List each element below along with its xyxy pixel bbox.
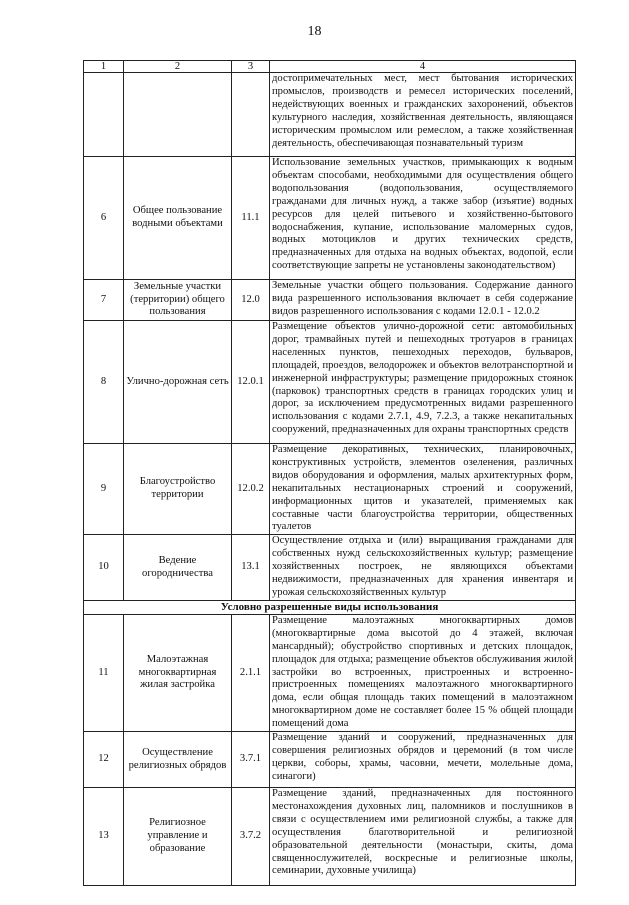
row-description: Размещение объектов улично-дорожной сети: автомобильных дорог, трамвайных путей и пешеходных тротуаров в границах населенных пунктов, пешеходных переходов, бульваров, площадей, проездов, велодорожек и объектов велотранспортной и инженерной инфраструктуры; размещение придорожных стоянок (парковок) транспортных средств в границах городских улиц и дорог, за исключением предусмотренных видами разрешенного использования с кодами 2.7.1, 4.9, 7.2.3, а также некапитальных сооружений, предназначенных для охраны транспортных средств [270, 321, 576, 444]
page-number: 18 [307, 24, 322, 39]
table-row [84, 444, 576, 535]
row-name [124, 73, 232, 157]
table-row [84, 73, 576, 157]
row-number: 6 [84, 157, 124, 280]
row-number [84, 73, 124, 157]
row-description: Размещение малоэтажных многоквартирных домов (многоквартирные дома высотой до 4 этажей, включая мансардный); обустройство спортивных и детских площадок, площадок для отдыха; размещение объектов обслуживания жилой застройки во встроенных, пристроенных и встроенно-пристроенных помещениях малоэтажного многоквартирного дома, если общая площадь таких помещений в малоэтажном многоквартирном доме не составляет более 15 % общей площади помещений дома [270, 614, 576, 731]
row-name: Общее пользование водными объектами [124, 157, 232, 280]
row-number: 7 [84, 280, 124, 321]
table-row [84, 614, 576, 731]
row-number: 10 [84, 535, 124, 601]
table-row [84, 732, 576, 788]
table-row [84, 157, 576, 280]
row-code: 12.0 [232, 280, 270, 321]
row-code: 13.1 [232, 535, 270, 601]
row-code: 3.7.1 [232, 732, 270, 788]
row-code: 2.1.1 [232, 614, 270, 731]
section-title: Условно разрешенные виды использования [84, 600, 576, 614]
row-code: 12.0.2 [232, 444, 270, 535]
table-header-row [84, 61, 576, 73]
row-code [232, 73, 270, 157]
row-description: Земельные участки общего пользования. Содержание данного вида разрешенного использования включает в себя содержание видов разрешенного использования с кодами 12.0.1 - 12.0.2 [270, 280, 576, 321]
row-name: Земельные участки (территории) общего пользования [124, 280, 232, 321]
header-col-1: 1 [84, 61, 124, 73]
row-code: 3.7.2 [232, 788, 270, 886]
section-header-row [84, 600, 576, 614]
land-use-table [83, 60, 576, 886]
table-row [84, 535, 576, 601]
row-description: Размещение декоративных, технических, планировочных, конструктивных устройств, элементов озеленения, различных видов оборудования и оформления, малых архитектурных форм, некапитальных нестационарных строений и сооружений, информационных щитов и указателей, применяемых как составные части благоустройства территории, общественных туалетов [270, 444, 576, 535]
row-name: Религиозное управление и образование [124, 788, 232, 886]
row-description: Использование земельных участков, примыкающих к водным объектам способами, необходимыми для осуществления общего водопользования (водопользования, осуществляемого гражданами для личных нужд, а также забор (изъятие) водных ресурсов для целей питьевого и хозяйственно-бытового водоснабжения, купание, использование маломерных судов, водных мотоциклов и других технических средств, предназначенных для отдыха на водных объектах, водопой, если соответствующие запреты не установлены законодательством) [270, 157, 576, 280]
row-description: достопримечательных мест, мест бытования исторических промыслов, производств и ремесел исторических поселений, недействующих военных и гражданских захоронений, объектов культурного наследия, хозяйственная деятельность, являющаяся историческим промыслом или ремеслом, а также хозяйственная деятельность, обеспечивающая познавательный туризм [270, 73, 576, 157]
row-number: 8 [84, 321, 124, 444]
row-code: 12.0.1 [232, 321, 270, 444]
header-col-4: 4 [270, 61, 576, 73]
row-number: 11 [84, 614, 124, 731]
row-name: Улично-дорожная сеть [124, 321, 232, 444]
row-number: 9 [84, 444, 124, 535]
row-number: 13 [84, 788, 124, 886]
row-description: Размещение зданий, предназначенных для постоянного местонахождения духовных лиц, паломников и послушников в связи с осуществлением ими религиозной службы, а также для осуществления благотворительной и религиозной образовательной деятельности (монастыри, скиты, дома священнослужителей, воскресные и религиозные школы, семинарии, духовные училища) [270, 788, 576, 886]
table-row [84, 280, 576, 321]
row-description: Размещение зданий и сооружений, предназначенных для совершения религиозных обрядов и церемоний (в том числе церкви, соборы, храмы, часовни, мечети, молельные дома, синагоги) [270, 732, 576, 788]
header-col-3: 3 [232, 61, 270, 73]
table-row [84, 321, 576, 444]
header-col-2: 2 [124, 61, 232, 73]
row-description: Осуществление отдыха и (или) выращивания гражданами для собственных нужд сельскохозяйственных культур; размещение хозяйственных построек, не являющихся объектами недвижимости, предназначенных для хранения инвентаря и урожая сельскохозяйственных культур [270, 535, 576, 601]
row-code: 11.1 [232, 157, 270, 280]
row-name: Ведение огородничества [124, 535, 232, 601]
row-name: Благоустройство территории [124, 444, 232, 535]
row-name: Малоэтажная многоквартирная жилая застройка [124, 614, 232, 731]
row-number: 12 [84, 732, 124, 788]
table-row [84, 788, 576, 886]
row-name: Осуществление религиозных обрядов [124, 732, 232, 788]
